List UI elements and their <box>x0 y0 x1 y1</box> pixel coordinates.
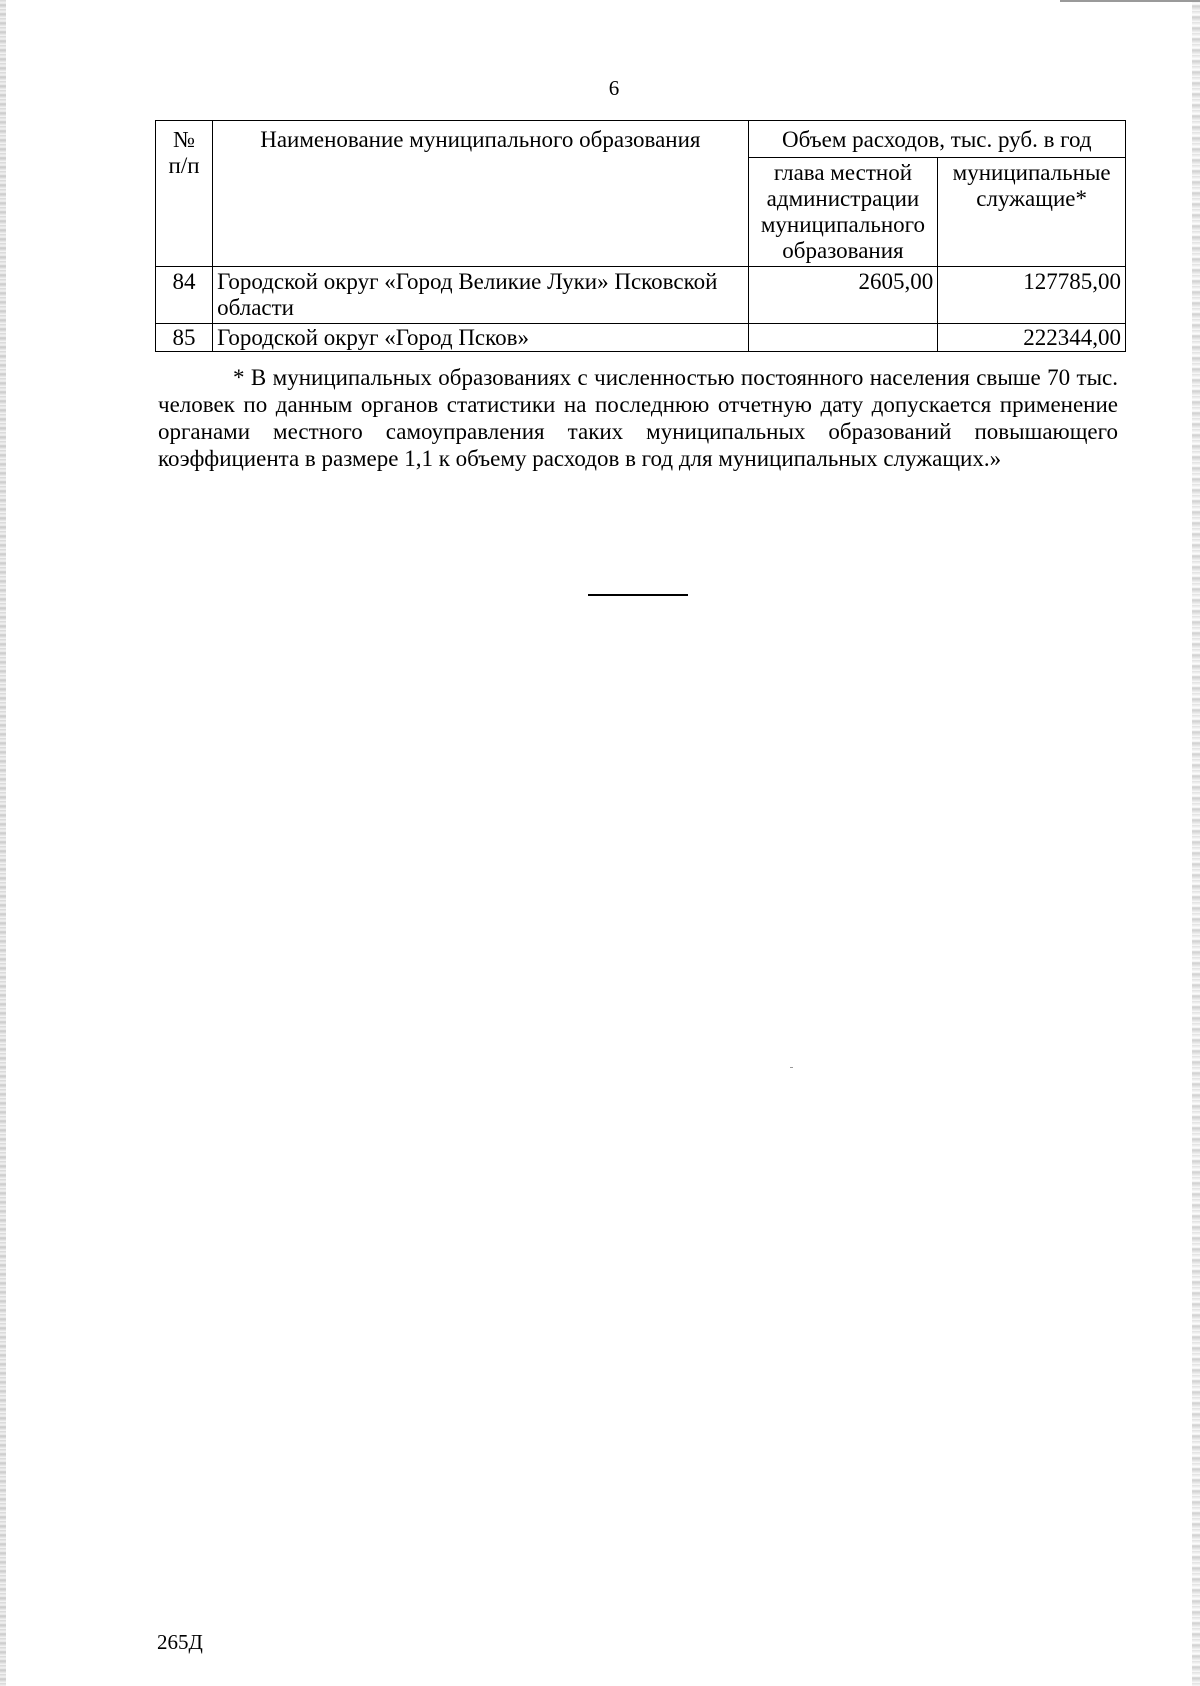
table-row <box>156 267 1126 324</box>
table-header-row <box>156 121 1126 158</box>
row-num: 85 <box>156 324 213 352</box>
end-rule <box>588 594 688 596</box>
header-num-label: № п/п <box>168 127 200 178</box>
header-num <box>156 121 213 267</box>
row-servants-value: 222344,00 <box>938 324 1126 352</box>
header-expenses-group: Объем расходов, тыс. руб. в год <box>748 121 1125 158</box>
expenses-table <box>155 120 1126 352</box>
row-head-admin-value <box>748 324 938 352</box>
scan-speck <box>790 1067 793 1068</box>
header-name: Наименование муниципального образования <box>213 121 748 267</box>
header-servants: муниципальные служащие* <box>938 158 1126 267</box>
scan-corner-line <box>1060 0 1200 2</box>
row-head-admin-value: 2605,00 <box>748 267 938 324</box>
footnote-text: * В муниципальных образованиях с численностью постоянного населения свыше 70 тыс. человек по данным органов статистики на последнюю отчетную дату допускается применение органами местного самоуправления таких муниципальных образований повышающего коэффициента в размере 1,1 к объему расходов в год для муниципальных служащих.» <box>158 365 1118 471</box>
table-row <box>156 324 1126 352</box>
row-num: 84 <box>156 267 213 324</box>
row-servants-value: 127785,00 <box>938 267 1126 324</box>
header-head-admin: глава местной администрации муниципального образования <box>748 158 938 267</box>
row-name: Городской округ «Город Великие Луки» Псковской области <box>213 267 748 324</box>
document-code: 265Д <box>157 1630 203 1654</box>
scan-edge-right <box>1192 0 1200 1686</box>
page-number: 6 <box>608 76 620 100</box>
row-name: Городской округ «Город Псков» <box>213 324 748 352</box>
scan-edge-left <box>0 0 6 1686</box>
